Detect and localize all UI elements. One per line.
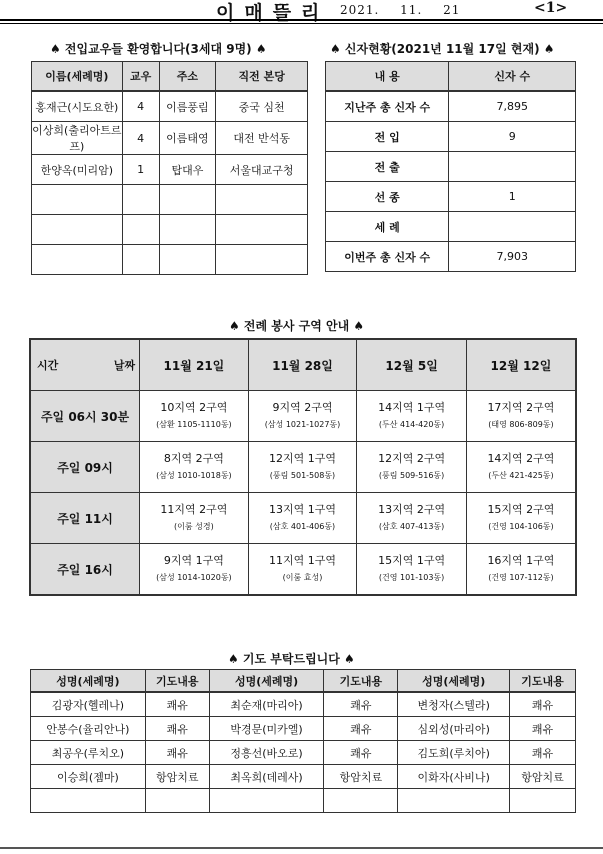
prayer-content [145, 789, 209, 813]
table-row [326, 182, 576, 212]
zone-label: 13지역 1구역 [268, 503, 336, 516]
person-name: 이화자(사비나) [398, 765, 510, 789]
member-previous-parish [216, 215, 308, 245]
person-name: 김도희(루치아) [398, 741, 510, 765]
service-cell [357, 493, 467, 544]
prayer-content [324, 789, 398, 813]
prayer-content: 항암치료 [510, 765, 576, 789]
member-name [32, 215, 123, 245]
table-row [326, 91, 576, 122]
person-name: 안봉수(율리안나) [31, 717, 146, 741]
zone-label: 9지역 2구역 [272, 401, 333, 414]
prayer-content: 쾌유 [510, 741, 576, 765]
col-name: 이름(세례명) [32, 62, 123, 92]
service-cell [140, 391, 249, 442]
new-members-table [31, 61, 308, 275]
table-row [32, 185, 308, 215]
prayer-content: 항암치료 [145, 765, 209, 789]
member-count [122, 215, 159, 245]
table-row [31, 765, 576, 789]
zone-buildings: (태영 806-809동) [488, 420, 554, 429]
table-header-row [326, 62, 576, 92]
zone-label: 17지역 2구역 [487, 401, 555, 414]
service-cell [357, 391, 467, 442]
person-name: 정흥선(바오로) [209, 741, 324, 765]
zone-buildings: (풍림 509-516동) [378, 471, 445, 480]
col-prayer-content: 기도내용 [510, 670, 576, 693]
person-name: 변청자(스텔라) [398, 692, 510, 717]
prayer-content: 쾌유 [510, 692, 576, 717]
date-header: 11월 21일 [140, 339, 249, 391]
person-name [398, 789, 510, 813]
member-count [122, 185, 159, 215]
table-row [326, 212, 576, 242]
service-cell [140, 493, 249, 544]
zone-label: 13지역 2구역 [378, 503, 446, 516]
zone-buildings: (건영 104-106동) [488, 522, 554, 531]
zone-label: 11지역 1구역 [268, 554, 336, 567]
zone-buildings: (이룸 효성) [282, 573, 323, 582]
prayer-content: 쾌유 [145, 741, 209, 765]
prayer-title: ♠ 기도 부탁드립니다 ♠ [228, 652, 355, 666]
zone-label: 15지역 1구역 [378, 554, 446, 567]
member-address [159, 185, 216, 215]
col-prayer-content: 기도내용 [324, 670, 398, 693]
person-name: 심외성(마리아) [398, 717, 510, 741]
member-previous-parish: 서울대교구청 [216, 155, 308, 185]
new-members-title: ♠ 전입교우들 환영합니다(3세대 9명) ♠ [50, 42, 267, 56]
prayer-content: 쾌유 [145, 692, 209, 717]
table-row [31, 741, 576, 765]
service-schedule-table [29, 338, 577, 596]
status-label: 지난주 총 신자 수 [326, 91, 449, 122]
zone-buildings: (이룸 성경) [174, 522, 214, 531]
zone-buildings: (삼성 1014-1020동) [156, 573, 232, 582]
col-name: 성명(세례명) [398, 670, 510, 693]
service-title: ♠ 전례 봉사 구역 안내 ♠ [229, 319, 365, 333]
header-rule-thin [0, 23, 603, 24]
status-title: ♠ 신자현황(2021년 11월 17일 현재) ♠ [330, 42, 555, 56]
col-content: 내 용 [326, 62, 449, 92]
zone-label: 15지역 2구역 [487, 503, 555, 516]
page-number: <1> [534, 0, 568, 16]
zone-buildings: (삼환 1105-1110동) [156, 420, 232, 429]
table-row [32, 245, 308, 275]
table-row [30, 544, 576, 596]
corner-date-label: 날짜 [113, 359, 136, 372]
table-row [30, 442, 576, 493]
zone-buildings: (두산 421-425동) [488, 471, 554, 480]
zone-buildings: (풍림 501-508동) [269, 471, 336, 480]
member-previous-parish [216, 185, 308, 215]
date-header: 12월 12일 [466, 339, 576, 391]
service-cell [248, 493, 357, 544]
bulletin-title: 이매뜰리 [216, 2, 330, 24]
member-address: 탑대우 [159, 155, 216, 185]
zone-buildings: (두산 414-420동) [378, 420, 445, 429]
prayer-content: 쾌유 [324, 741, 398, 765]
zone-buildings: (삼성 1010-1018동) [156, 471, 232, 480]
time-slot: 주일 06시 30분 [30, 391, 140, 442]
member-name [32, 185, 123, 215]
table-header-row [30, 339, 576, 391]
service-cell [248, 442, 357, 493]
person-name [31, 789, 146, 813]
table-row [32, 215, 308, 245]
member-name: 이상희(출리아트르프) [32, 122, 123, 155]
status-value: 7,895 [449, 91, 576, 122]
zone-label: 8지역 2구역 [163, 452, 224, 465]
table-row [30, 391, 576, 442]
service-cell [140, 442, 249, 493]
service-cell [248, 391, 357, 442]
corner-cell [30, 339, 140, 391]
col-name: 성명(세례명) [209, 670, 324, 693]
footer-rule [0, 847, 603, 849]
member-count: 1 [122, 155, 159, 185]
status-label: 선 종 [326, 182, 449, 212]
service-cell [466, 493, 576, 544]
member-previous-parish: 중국 심천 [216, 91, 308, 122]
service-cell [466, 442, 576, 493]
service-cell [466, 544, 576, 596]
col-member-count: 신자 수 [449, 62, 576, 92]
col-prayer-content: 기도내용 [145, 670, 209, 693]
prayer-content: 항암치료 [324, 765, 398, 789]
zone-label: 16지역 1구역 [487, 554, 555, 567]
member-previous-parish [216, 245, 308, 275]
member-name [32, 245, 123, 275]
status-label: 이번주 총 신자 수 [326, 242, 449, 272]
prayer-content [510, 789, 576, 813]
member-count: 4 [122, 91, 159, 122]
zone-buildings: (삼호 401-406동) [269, 522, 336, 531]
person-name: 최순재(마리아) [209, 692, 324, 717]
table-header-row [32, 62, 308, 92]
col-count: 교우 [122, 62, 159, 92]
zone-buildings: (삼호 407-413동) [378, 522, 445, 531]
status-label: 전 입 [326, 122, 449, 152]
status-value: 1 [449, 182, 576, 212]
prayer-content: 쾌유 [324, 692, 398, 717]
table-row [326, 122, 576, 152]
zone-label: 11지역 2구역 [160, 503, 228, 516]
member-previous-parish: 대전 반석동 [216, 122, 308, 155]
status-label: 세 례 [326, 212, 449, 242]
table-header-row [31, 670, 576, 693]
table-row [30, 493, 576, 544]
status-value [449, 212, 576, 242]
corner-time-label: 시간 [37, 359, 59, 372]
zone-buildings: (건영 101-103동) [378, 573, 445, 582]
prayer-content: 쾌유 [510, 717, 576, 741]
person-name: 최옥희(데레사) [209, 765, 324, 789]
person-name: 이승희(젬마) [31, 765, 146, 789]
header-rule [0, 19, 603, 21]
status-label: 전 출 [326, 152, 449, 182]
member-address: 이름태영 [159, 122, 216, 155]
zone-label: 9지역 1구역 [163, 554, 224, 567]
time-slot: 주일 09시 [30, 442, 140, 493]
member-address [159, 215, 216, 245]
prayer-content: 쾌유 [145, 717, 209, 741]
service-cell [248, 544, 357, 596]
bulletin-date: 2021. 11. 21 [340, 3, 461, 17]
table-row [32, 122, 308, 155]
member-address [159, 245, 216, 275]
prayer-table [30, 669, 576, 813]
member-count: 4 [122, 122, 159, 155]
table-row [31, 717, 576, 741]
zone-label: 12지역 1구역 [268, 452, 336, 465]
col-address: 주소 [159, 62, 216, 92]
status-table [325, 61, 576, 272]
service-cell [357, 544, 467, 596]
prayer-content: 쾌유 [324, 717, 398, 741]
date-header: 12월 5일 [357, 339, 467, 391]
service-cell [357, 442, 467, 493]
zone-label: 14지역 1구역 [378, 401, 446, 414]
col-previous-parish: 직전 본당 [216, 62, 308, 92]
member-name: 한양옥(미리암) [32, 155, 123, 185]
date-header: 11월 28일 [248, 339, 357, 391]
service-cell [466, 391, 576, 442]
table-row [326, 152, 576, 182]
table-row [32, 155, 308, 185]
time-slot: 주일 11시 [30, 493, 140, 544]
zone-buildings: (건영 107-112동) [488, 573, 554, 582]
member-address: 이름풍림 [159, 91, 216, 122]
table-row [32, 91, 308, 122]
col-name: 성명(세례명) [31, 670, 146, 693]
member-count [122, 245, 159, 275]
zone-buildings: (삼성 1021-1027동) [264, 420, 341, 429]
table-row [31, 692, 576, 717]
zone-label: 12지역 2구역 [378, 452, 446, 465]
person-name [209, 789, 324, 813]
person-name: 최공우(루치오) [31, 741, 146, 765]
member-name: 홍재근(시도요한) [32, 91, 123, 122]
person-name: 박경문(미카엘) [209, 717, 324, 741]
person-name: 김광자(헬레나) [31, 692, 146, 717]
status-value: 7,903 [449, 242, 576, 272]
status-value [449, 152, 576, 182]
table-row [326, 242, 576, 272]
time-slot: 주일 16시 [30, 544, 140, 596]
zone-label: 10지역 2구역 [160, 401, 228, 414]
status-value: 9 [449, 122, 576, 152]
table-row [31, 789, 576, 813]
zone-label: 14지역 2구역 [487, 452, 555, 465]
service-cell [140, 544, 249, 596]
